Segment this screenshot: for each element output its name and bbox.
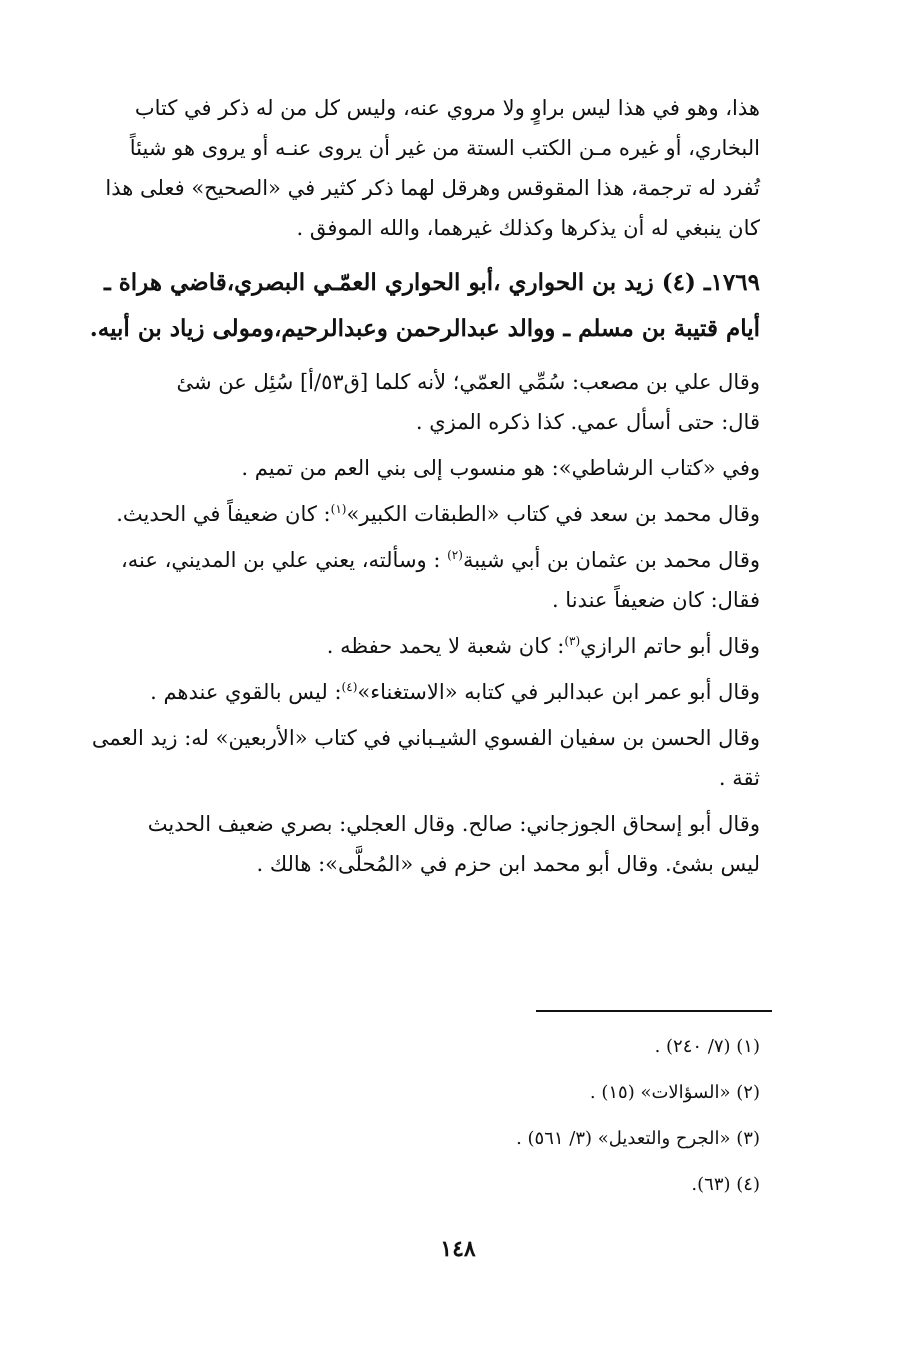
quote-text: وقال أبو حاتم الرازي [580, 634, 760, 658]
quote-text: وقال محمد بن عثمان بن أبي شيبة [462, 548, 760, 572]
quote-line [66, 626, 760, 666]
quote-line: وفي «كتاب الرشاطي»: هو منسوب إلى بني العم من تميم . [241, 456, 760, 480]
quote-line: ثقة . [718, 766, 760, 790]
footnotes [380, 1024, 760, 1208]
footnote-ref: (٤) [341, 680, 358, 694]
page-body [66, 88, 760, 884]
quote-rashati [66, 448, 760, 488]
footnote-ref: (٣) [564, 634, 581, 648]
quote-line [66, 494, 760, 534]
entry-heading-line: أيام قتيبة بن مسلم ـ ووالد عبدالرحمن وعبدالرحيم،ومولى زياد بن أبيه. [89, 315, 760, 342]
quote-line: وقال أبو إسحاق الجوزجاني: صالح. وقال العجلي: بصري ضعيف الحديث [147, 812, 760, 836]
quote-line [66, 672, 760, 712]
entry-heading [66, 260, 760, 352]
footnote-ref: (١) [330, 502, 347, 516]
quote-ibn-abi-shaybah [66, 540, 760, 620]
footnote: (٤) (٦٣). [691, 1174, 760, 1195]
quote-juzajani [66, 804, 760, 884]
quote-line: ليس بشئ. وقال أبو محمد ابن حزم في «المُحلَّى»: هالك . [256, 852, 760, 876]
footnote-divider [536, 1010, 772, 1012]
quote-text: : ليس بالقوي عندهم . [150, 680, 342, 704]
quote-line: فقال: كان ضعيفاً عندنا . [551, 588, 760, 612]
quote-ibn-saad [66, 494, 760, 534]
entry-heading-line: ١٧٦٩ـ (٤) زيد بن الحواري ،أبو الحواري العمّـي البصري،قاضي هراة ـ [103, 269, 760, 296]
page-number: ١٤٨ [440, 1236, 476, 1262]
quote-text: : كان ضعيفاً في الحديث. [116, 502, 331, 526]
quote-abu-hatim [66, 626, 760, 666]
quote-fasawi [66, 718, 760, 798]
quote-line: وقال علي بن مصعب: سُمِّي العمّي؛ لأنه كلما [ق٥٣/أ] سُئِل عن شئ [176, 370, 760, 394]
quote-text: وقال محمد بن سعد في كتاب «الطبقات الكبير» [346, 502, 760, 526]
quote-ali-ibn-musab [66, 362, 760, 442]
quote-line [66, 540, 760, 580]
quote-ibn-abd-al-barr [66, 672, 760, 712]
quote-text: وقال أبو عمر ابن عبدالبر في كتابه «الاستغناء» [357, 680, 760, 704]
intro-line: هذا، وهو في هذا ليس براوٍ ولا مروي عنه، وليس كل من له ذكر في كتاب [134, 96, 760, 120]
quote-text: : كان شعبة لا يحمد حفظه . [326, 634, 565, 658]
quote-line: قال: حتى أسأل عمي. كذا ذكره المزي . [415, 410, 760, 434]
footnote-ref: (٢) [447, 548, 463, 562]
quote-line: وقال الحسن بن سفيان الفسوي الشيـباني في كتاب «الأربعين» له: زيد العمى [91, 726, 760, 750]
intro-line: تُفرد له ترجمة، هذا المقوقس وهرقل لهما ذكر كثير في «الصحيح» فعلى هذا [105, 176, 760, 200]
quote-text: : وسألته، يعني علي بن المديني، عنه، [121, 548, 448, 572]
intro-line: البخاري، أو غيره مـن الكتب الستة من غير أن يروى عنـه أو يروى هو شيئاً [129, 136, 760, 160]
intro-paragraph [66, 88, 760, 248]
intro-line: كان ينبغي له أن يذكرها وكذلك غيرهما، والله الموفق . [296, 216, 760, 240]
footnote: (١) (٧/ ٢٤٠) . [654, 1036, 760, 1057]
footnote: (٢) «السؤالات» (١٥) . [589, 1082, 760, 1103]
footnote: (٣) «الجرح والتعديل» (٣/ ٥٦١) . [516, 1128, 760, 1149]
